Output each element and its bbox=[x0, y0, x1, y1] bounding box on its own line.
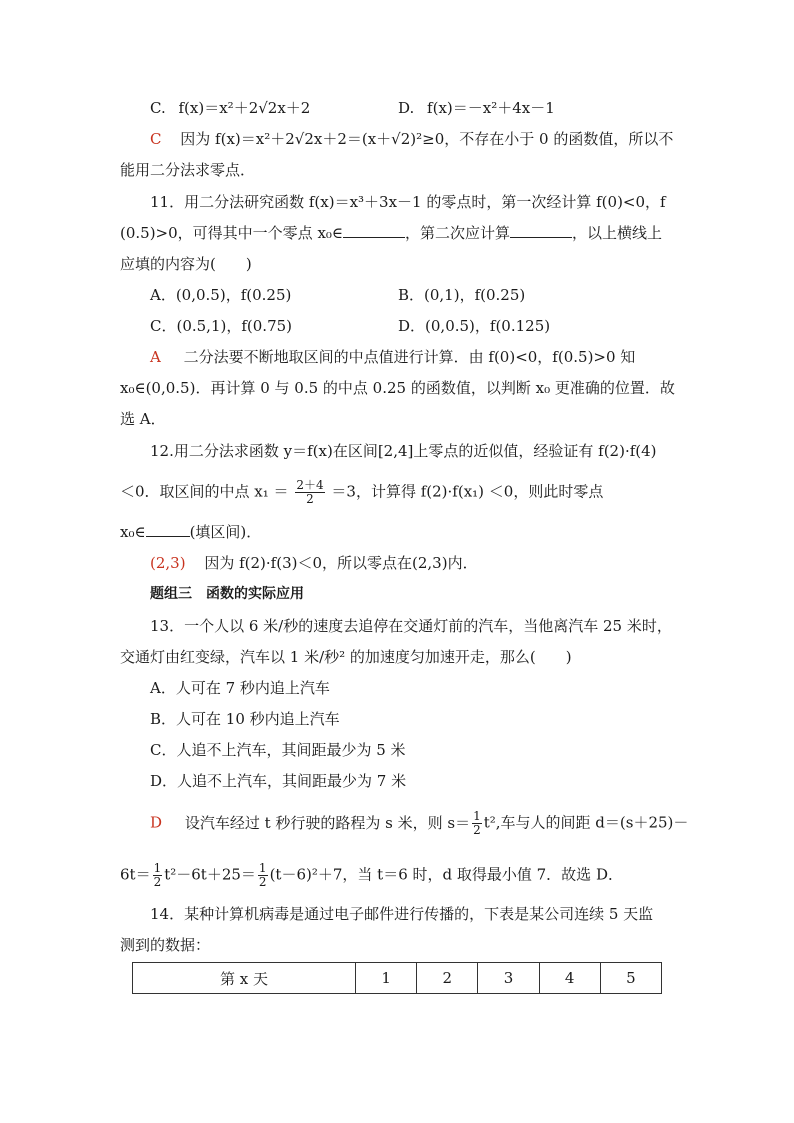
q13-explanation-line2a: 6t＝ bbox=[120, 865, 151, 884]
q11-option-b: B．(0,1)，f(0.25) bbox=[398, 286, 526, 304]
q13-explanation-line2b: t²－6t＋25＝ bbox=[164, 865, 256, 884]
q13-answer-letter: D bbox=[150, 813, 163, 832]
q11-option-d: D．(0,0.5)，f(0.125) bbox=[398, 317, 551, 335]
q11-explanation-line1: 二分法要不断地取区间的中点值进行计算．由 f(0)<0，f(0.5)>0 知 bbox=[183, 348, 636, 366]
section-title: 题组三 函数的实际应用 bbox=[150, 586, 304, 602]
answer-blank bbox=[146, 522, 190, 537]
fraction-denominator: 2 bbox=[258, 875, 267, 889]
q13-explanation-line2 bbox=[120, 862, 623, 889]
q13-explanation-line1 bbox=[150, 810, 688, 837]
table-header-cell: 4 bbox=[539, 963, 600, 994]
q14-stem-line1: 14．某种计算机病毒是通过电子邮件进行传播的，下表是某公司连续 5 天监 bbox=[150, 905, 654, 923]
q11-option-a: A．(0,0.5)，f(0.25) bbox=[150, 286, 292, 304]
q12-stem-line3a: x₀∈ bbox=[120, 523, 146, 541]
q13-option-b: B．人可在 10 秒内追上汽车 bbox=[150, 710, 340, 728]
q12-fraction-numerator: 2＋4 bbox=[296, 478, 324, 492]
table-header-cell: 3 bbox=[478, 963, 539, 994]
q11-answer-letter: A bbox=[150, 348, 161, 366]
q11-stem-line3: 应填的内容为( ) bbox=[120, 255, 252, 273]
q11-stem-line2 bbox=[120, 223, 662, 243]
table-header-cell: 2 bbox=[417, 963, 478, 994]
q10-option-c bbox=[150, 98, 310, 118]
q11-stem-line1: 11．用二分法研究函数 f(x)＝x³＋3x－1 的零点时，第一次经计算 f(0)<0，f bbox=[150, 193, 666, 211]
q12-stem-line3 bbox=[120, 522, 261, 542]
fraction-denominator: 2 bbox=[153, 875, 162, 889]
table-header-cell: 5 bbox=[600, 963, 661, 994]
fraction-one-half bbox=[472, 810, 482, 837]
q10-option-c-label: C. bbox=[150, 99, 166, 117]
fraction-one-half bbox=[153, 862, 163, 889]
q12-stem-line2b: ＝3，计算得 f(2)·f(x₁) ＜0，则此时零点 bbox=[331, 482, 604, 501]
q13-stem-line1: 13．一个人以 6 米/秒的速度去追停在交通灯前的汽车，当他离汽车 25 米时， bbox=[150, 617, 672, 635]
q11-stem-line2b: ，第二次应计算 bbox=[405, 224, 511, 242]
answer-blank bbox=[343, 223, 405, 238]
fraction-numerator: 1 bbox=[153, 861, 162, 875]
fraction-numerator: 1 bbox=[473, 809, 481, 823]
answer-blank bbox=[510, 223, 572, 238]
q10-option-d-expr: f(x)＝－x²＋4x－1 bbox=[427, 99, 555, 117]
q11-option-c: C．(0.5,1)，f(0.75) bbox=[150, 317, 293, 335]
q12-answer: (2,3) bbox=[150, 554, 186, 572]
q14-data-table bbox=[132, 962, 662, 994]
q13-explanation-line2c: (t－6)²＋7，当 t＝6 时，d 取得最小值 7．故选 D． bbox=[269, 865, 623, 884]
q12-explanation bbox=[150, 553, 478, 573]
table-row bbox=[133, 963, 662, 994]
q10-option-d bbox=[398, 98, 555, 118]
q10-explanation-line1: 因为 f(x)＝x²＋2√2x＋2＝(x＋√2)²≥0，不存在小于 0 的函数值，所以不 bbox=[180, 130, 674, 148]
q13-option-c: C．人追不上汽车，其间距最少为 5 米 bbox=[150, 741, 406, 759]
q10-answer-letter: C bbox=[150, 130, 162, 148]
q13-explanation-line1b: t²,车与人的间距 d＝(s＋25)－ bbox=[483, 813, 689, 832]
fraction-numerator: 1 bbox=[258, 861, 267, 875]
q10-explanation-line2: 能用二分法求零点． bbox=[120, 161, 256, 179]
q10-explanation bbox=[150, 129, 673, 149]
q14-stem-line2: 测到的数据： bbox=[120, 936, 211, 954]
table-header-cell: 第 x 天 bbox=[133, 963, 356, 994]
q12-stem-line2 bbox=[120, 479, 603, 506]
q11-explanation-line2: x₀∈(0,0.5)．再计算 0 与 0.5 的中点 0.25 的函数值，以判断 x₀ 更准确的位置．故 bbox=[120, 379, 675, 397]
q11-explanation-line3: 选 A． bbox=[120, 410, 166, 428]
q11-stem-line2a: (0.5)>0，可得其中一个零点 x₀∈ bbox=[120, 224, 344, 242]
q13-stem-line2: 交通灯由红变绿，汽车以 1 米/秒² 的加速度匀加速开走，那么( ) bbox=[120, 648, 572, 666]
q11-stem-line2c: ，以上横线上 bbox=[572, 224, 663, 242]
fraction-denominator: 2 bbox=[473, 823, 481, 837]
q10-option-c-expr: f(x)＝x²＋2√2x＋2 bbox=[178, 99, 311, 117]
table-header-cell: 1 bbox=[356, 963, 417, 994]
q12-stem-line2a: ＜0．取区间的中点 x₁ ＝ bbox=[120, 482, 289, 501]
q13-option-a: A．人可在 7 秒内追上汽车 bbox=[150, 679, 330, 697]
q13-option-d: D．人追不上汽车，其间距最少为 7 米 bbox=[150, 772, 407, 790]
q10-option-d-label: D. bbox=[398, 99, 415, 117]
q12-stem-line3b: (填区间)． bbox=[189, 523, 262, 541]
q13-explanation-line1a: 设汽车经过 t 秒行驶的路程为 s 米，则 s＝ bbox=[184, 813, 471, 832]
fraction-one-half bbox=[258, 862, 268, 889]
q12-fraction-denominator: 2 bbox=[306, 492, 314, 506]
q12-explanation-text: 因为 f(2)·f(3)＜0，所以零点在(2,3)内． bbox=[204, 554, 478, 572]
q12-fraction bbox=[295, 479, 324, 506]
q11-explanation bbox=[150, 347, 635, 367]
q12-stem-line1: 12.用二分法求函数 y＝f(x)在区间[2,4]上零点的近似值，经验证有 f(2)·f(4) bbox=[150, 442, 657, 460]
